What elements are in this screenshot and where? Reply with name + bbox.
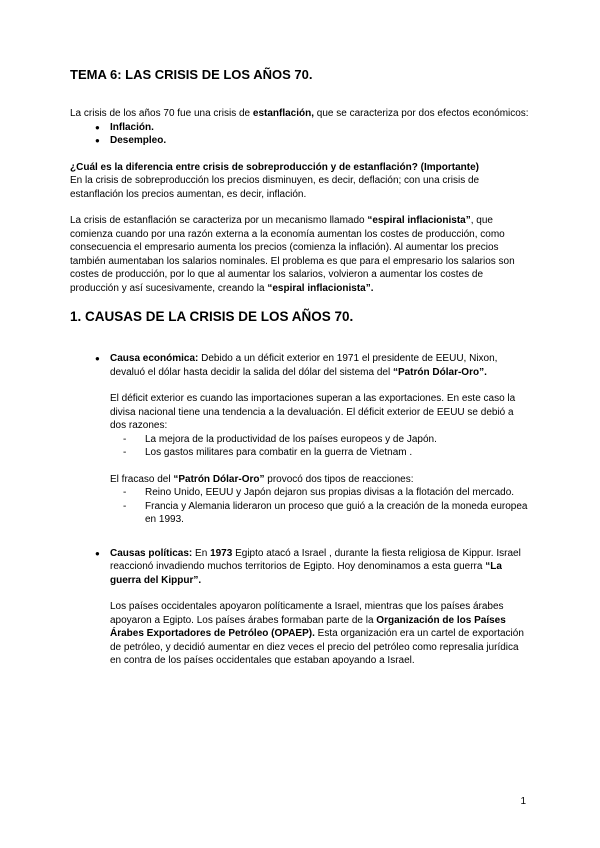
deficit-reasons-list xyxy=(110,433,530,460)
bullet-icon: ● xyxy=(95,136,100,145)
dash-icon: - xyxy=(123,487,127,498)
difference-answer: En la crisis de sobreproducción los precios disminuyen, es decir, deflación; con una crisis de estanflación los precios aumentan, es decir, inflación. xyxy=(70,175,480,200)
list-item-text: Reino Unido, EEUU y Japón dejaron sus propias divisas a la flotación del mercado. xyxy=(145,487,515,498)
list-item-economic-cause xyxy=(70,352,530,540)
intro-paragraph: La crisis de los años 70 fue una crisis de estanflación, que se caracteriza por dos efectos económicos: xyxy=(70,108,529,119)
bullet-icon: ● xyxy=(95,548,100,558)
dash-icon: - xyxy=(123,500,127,512)
dash-icon: - xyxy=(123,447,127,458)
effects-list xyxy=(70,121,530,148)
list-item-political-cause xyxy=(70,547,530,668)
dash-icon: - xyxy=(123,433,127,445)
economic-cause-body xyxy=(110,352,530,540)
list-item xyxy=(110,500,530,527)
bullet-icon: ● xyxy=(95,354,100,363)
list-item xyxy=(110,433,530,447)
list-item-text: La mejora de la productividad de los países europeos y de Japón. xyxy=(145,433,437,445)
opaep-paragraph: Los países occidentales apoyaron políticamente a Israel, mientras que los países árabes apoyaron a Egipto. Los países árabes formaban parte de la Organización de los Países Árabes Exportadores de Petróleo (OPAEP). Esta organización era un cartel de exportación de petróleo, y decidió aumentar en diez veces el precio del petróleo como represalia jurídica en contra de los países occidentales que estaban apoyando a Israel. xyxy=(110,601,524,666)
economic-cause-lead: Causa económica: Debido a un déficit exterior en 1971 el presidente de EEUU, Nixon, devaluó el dólar hasta decidir la salida del dólar del sistema del “Patrón Dólar-Oro”. xyxy=(110,353,498,378)
bullet-icon: ● xyxy=(95,122,100,132)
list-item xyxy=(110,446,530,460)
list-item-text: Francia y Alemania lideraron un proceso que guió a la creación de la moneda europea en 1993. xyxy=(145,500,528,525)
page-number: 1 xyxy=(520,795,526,807)
difference-question: ¿Cuál es la diferencia entre crisis de sobreproducción y de estanflación? (Importante) xyxy=(70,161,479,173)
causes-list xyxy=(70,352,530,668)
political-cause-lead: Causas políticas: En 1973 Egipto atacó a Israel , durante la fiesta religiosa de Kippur. Israel reaccionó invadiendo muchos territorios de Egipto. Hoy denominamos a esta guerra “La guerra del Kippur”. xyxy=(110,547,521,586)
political-cause-body xyxy=(110,547,530,668)
list-item-text: Los gastos militares para combatir en la guerra de Vietnam . xyxy=(145,447,413,458)
list-item-text: Inflación. xyxy=(110,121,154,133)
patron-paragraph: El fracaso del “Patrón Dólar-Oro” provocó dos tipos de reacciones: xyxy=(110,473,414,485)
list-item xyxy=(70,134,530,148)
reactions-list xyxy=(110,486,530,527)
list-item xyxy=(110,486,530,500)
deficit-paragraph: El déficit exterior es cuando las importaciones superan a las exportaciones. En este caso la divisa nacional tiene una tendencia a la devaluación. El déficit exterior de EEUU se debió a dos razones: xyxy=(110,393,516,431)
section1-heading: 1. CAUSAS DE LA CRISIS DE LOS AÑOS 70. xyxy=(70,309,354,324)
list-item xyxy=(70,121,530,135)
document-title: TEMA 6: LAS CRISIS DE LOS AÑOS 70. xyxy=(70,67,313,82)
list-item-text: Desempleo. xyxy=(110,135,167,146)
spiral-paragraph: La crisis de estanflación se caracteriza por un mecanismo llamado “espiral inflacionista”, que comienza cuando por una razón externa a la economía aumentan los costes de producción, como consecuencia el empresario aumenta los precios (comienza la inflación). Al aumentar los precios también aumentaban los salarios nominales. El problema es que para el empresario los salarios son costes de producción, por lo que al aumentar los salarios, volvieron a aumentar los costes de producción y así sucesivamente, creando la “espiral inflacionista”. xyxy=(70,215,515,294)
